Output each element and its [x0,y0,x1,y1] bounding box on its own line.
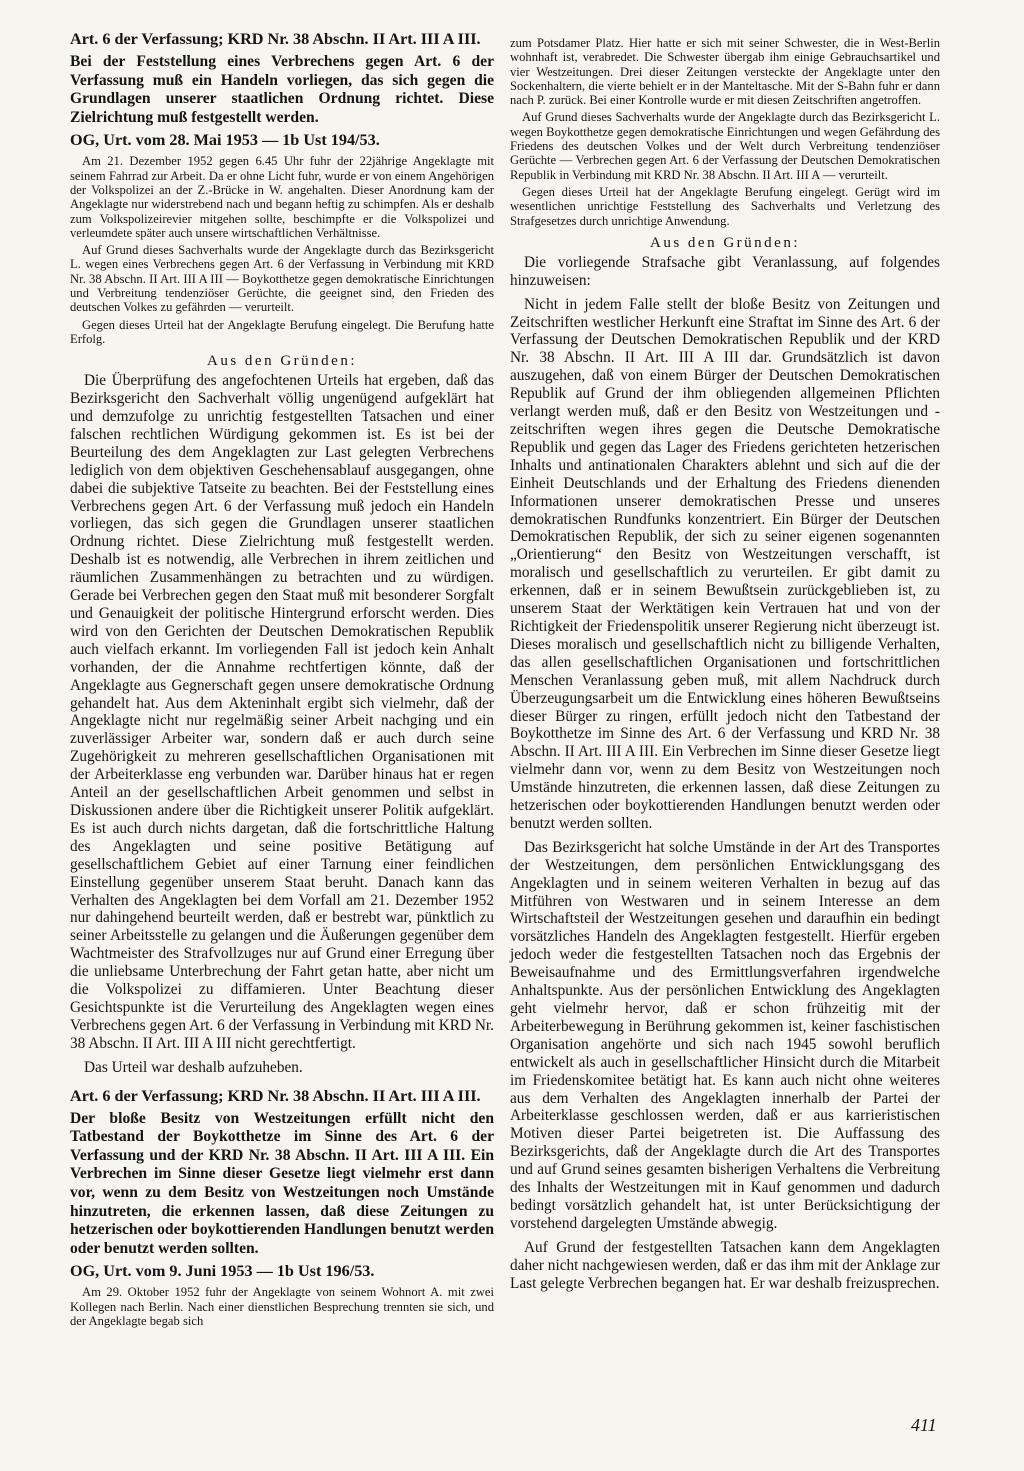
case1-grounds-paragraph: Das Urteil war deshalb aufzuheben. [84,1058,303,1076]
case2-grounds-paragraph: Das Bezirksgericht hat solche Umstände in der Art des Transportes der Westzeitungen, dem persönlichen Entwicklungsgang des Angeklagten und in seinem weiteren Verhalten in bezug auf das Mitführen von Westwaren und in seinem Interesse an dem Wirtschaftsteil der Westzeitungen gesehen und daraufhin ein bedingt vorsätzliches Handeln des Angeklagten festgestellt. Hierfür ergeben jedoch weder die festgestellten Tatsachen noch das Ergebnis der Beweisaufnahme und des Ermittlungsverfahren irgendwelche Anhaltspunkte. Aus der persönlichen Entwicklung des Angeklagten geht vielmehr hervor, daß er schon frühzeitig mit der Arbeiterbewegung in Berührung gekommen ist, keiner faschistischen Organisation angehörte und sich nach 1945 sowohl beruflich entwickelt als auch in gesellschaftlicher Hinsicht durch die Mitarbeit im Friedenskomitee betätigt hat. Es kann auch nicht ohne weiteres aus dem Verhalten des Angeklagten innerhalb der Partei der Arbeiterklasse geschlossen werden, daß er aus karrieristischen Motiven dieser Partei beigetreten ist. Die Auffassung des Bezirksgerichts, daß der Angeklagte durch die Art des Transportes und auf Grund seines gesamten bisherigen Verhaltens die Verbreitung des Inhalts der Westzeitungen mit in Kauf genommen und dadurch bedingt vorsätzlich gehandelt hat, ist unter Berücksichtigung der vorstehend dargelegten Umstände abwegig. [510,838,940,1232]
left-column [70,30,494,1331]
case2-grounds-heading: Aus den Gründen: [650,234,800,251]
case2-header: Art. 6 der Verfassung; KRD Nr. 38 Abschn. II Art. III A III. [70,1086,481,1105]
case1-grounds-paragraph: Die Überprüfung des angefochtenen Urteils hat ergeben, daß das Bezirksgericht den Sachverhalt völlig ungenügend aufgeklärt hat und demzufolge zu unrichtig festgestellten Tatsachen und einer falschen rechtlichen Würdigung gekommen ist. Es ist bei der Beurteilung des dem Angeklagten zur Last gelegten Verbrechens lediglich von dem objektiven Geschehensablauf ausgegangen, ohne dabei die subjektive Tatseite zu beachten. Bei der Feststellung eines Verbrechens gegen Art. 6 der Verfassung muß jedoch ein Handeln vorliegen, das sich gegen die Grundlagen unserer staatlichen Ordnung richtet. Diese Zielrichtung muß festgestellt werden. Deshalb ist es notwendig, alle Verbrechen in ihrem zeitlichen und räumlichen Zusammenhängen zu betrachten und zu würdigen. Gerade bei Verbrechen gegen den Staat muß mit besonderer Sorgfalt und Genauigkeit der politische Hintergrund erforscht werden. Dies wird von den Gerichten der Deutschen Demokratischen Republik auch vielfach erkannt. Im vorliegenden Fall ist jedoch kein Anhalt vorhanden, der die Annahme rechtfertigen könnte, daß der Angeklagte aus Gegnerschaft gegen unsere demokratische Ordnung gehandelt hat. Aus dem Akteninhalt ergibt sich vielmehr, daß der Angeklagte nicht nur regelmäßig seiner Arbeit nachging und ein zuverlässiger Arbeiter war, sondern daß er auch durch seine Zugehörigkeit zu mehreren gesellschaftlichen Organisationen mit der Arbeiterklasse eng verbunden war. Darüber hinaus hat er regen Anteil an der gesellschaftlichen Arbeit genommen und selbst in Diskussionen andere über die Richtigkeit unserer Politik aufgeklärt. Es ist auch durch nichts dargetan, daß die fortschrittliche Haltung des Angeklagten und seine positive Betätigung auf gesellschaftlichem Gebiet auf einer Tarnung einer feindlichen Einstellung gegenüber unserem Staat beruht. Danach kann das Verhalten des Angeklagten bei dem Vorfall am 21. Dezember 1952 nur dahingehend beurteilt werden, daß er bestrebt war, pünktlich zu seiner Arbeitsstelle zu gelangen und die Äußerungen gegenüber dem Wachtmeister des Strafvollzuges nur auf Grund einer Erregung über die unliebsame Unterbrechung der Fahrt getan hatte, aber nicht um die Volkspolizei zu diffamieren. Unter Beachtung dieser Gesichtspunkte ist die Verurteilung des Angeklagten wegen eines Verbrechens gegen Art. 6 der Verfassung in Verbindung mit KRD Nr. 38 Abschn. II Art. III A III nicht gerechtfertigt. [70,372,494,1052]
right-column [510,36,940,1299]
case2-facts-paragraph: zum Potsdamer Platz. Hier hatte er sich mit seiner Schwester, die in West-Berlin wohnhaft ist, verabredet. Die Schwester übergab ihm einige Gebrauchsartikel und vier Westzeitungen. Drei dieser Zeitungen versteckte der Angeklagte unter den Sockenhaltern, die vierte behielt er in der Manteltasche. Mit der S-Bahn fuhr er dann nach P. zurück. Bei einer Kontrolle wurde er mit diesen Zeitschriften angetroffen. [510,36,940,108]
case2-facts-paragraph: Am 29. Oktober 1952 fuhr der Angeklagte von seinem Wohnort A. mit zwei Kollegen nach Berlin. Nach einer dienstlichen Besprechung trennten sie sich, und der Angeklagte begab sich [70,1285,494,1328]
case1-citation: OG, Urt. vom 28. Mai 1953 — 1b Ust 194/53. [70,131,380,150]
case2-grounds-paragraph: Nicht in jedem Falle stellt der bloße Besitz von Zeitungen und Zeitschriften westlicher Herkunft eine Straftat im Sinne des Art. 6 der Verfassung der Deutschen Demokratischen Republik und der KRD Nr. 38 Abschn. II Art. III A III dar. Grundsätzlich ist davon auszugehen, daß von einem Bürger der Deutschen Demokratischen Republik auf Grund der ihm obliegenden allgemeinen Pflichten verlangt werden muß, daß er den Besitz von Westzeitungen und -zeitschriften wegen ihres gegen die Deutsche Demokratische Republik und gegen das Lager des Friedens gerichteten hetzerischen Inhalts und antinationalen Charakters ablehnt und sich auf die der Einheit Deutschlands und der Erhaltung des Friedens dienenden Informationen unserer demokratischen Presse und unseres demokratischen Rundfunks konzentriert. Ein Bürger der Deutschen Demokratischen Republik, der sich zu seiner eigenen sogenannten „Orientierung“ den Besitz von Westzeitungen verschafft, ist moralisch und gesellschaftlich zu verurteilen. Er gibt damit zu erkennen, daß er in seinem Bewußtsein zurückgeblieben ist, zu unserem Staat der Werktätigen kein Vertrauen hat und von der Richtigkeit der Friedenspolitik unserer Regierung nicht überzeugt ist. Dieses moralisch und gesellschaftlich nicht zu billigende Verhalten, das allen gesellschaftlichen Organisationen und fortschrittlichen Menschen Veranlassung geben muß, mit allem Nachdruck durch Überzeugungsarbeit um die Entwicklung eines höheren Bewußtseins dieser Bürger zu ringen, erfüllt jedoch nicht den Tatbestand der Boykotthetze im Sinne des Art. 6 der Verfassung und KRD Nr. 38 Abschn. II Art. III A III. Ein Verbrechen im Sinne dieser Gesetze liegt vielmehr dann vor, wenn zu dem Besitz von Westzeitungen noch Umstände hinzutreten, die erkennen lassen, daß diese Zeitungen zu hetzerischen oder boykottierenden Handlungen benutzt werden oder benutzt werden sollten. [510,295,940,832]
case2-facts-paragraph: Gegen dieses Urteil hat der Angeklagte Berufung eingelegt. Gerügt wird im wesentlichen unrichtige Feststellung des Sachverhalts und Verletzung des Strafgesetzes durch unrichtige Anwendung. [510,184,940,228]
case1-facts-paragraph: Auf Grund dieses Sachverhalts wurde der Angeklagte durch das Bezirksgericht L. wegen eines Verbrechens gegen Art. 6 der Verfassung in Verbindung mit KRD Nr. 38 Abschn. II Art. III A III — Boykotthetze gegen demokratische Einrichtungen und Verbreitung tendenziöser Gerüchte, die geeignet sind, den Frieden des deutschen Volkes zu gefährden — verurteilt. [70,243,494,315]
case1-facts-paragraph: Am 21. Dezember 1952 gegen 6.45 Uhr fuhr der 22jährige Angeklagte mit seinem Fahrrad zur Arbeit. Da er ohne Licht fuhr, wurde er von einem Angehörigen der Volkspolizei an der Z.-Brücke in W. angehalten. Dieser Anordnung kam der Angeklagte nur widerstrebend nach und begann heftig zu schimpfen. Als er deshalb zum Volkspolizeirevier mitgehen sollte, beschimpfte er die Volkspolizei und verleumdete später auch unsere wirtschaftlichen Verhältnisse. [70,154,494,240]
case2-holding: Der bloße Besitz von Westzeitungen erfüllt nicht den Tatbestand der Boykotthetze im Sinne des Art. 6 der Verfassung und der KRD Nr. 38 Abschn. II Art. III A III. Ein Verbrechen im Sinne dieser Gesetze liegt vielmehr erst dann vor, wenn zu dem Besitz von Westzeitungen noch Umstände hinzutreten, die erkennen lassen, daß diese Zeitungen zu hetzerischen oder boykottierenden Handlungen benutzt werden oder benutzt werden sollten. [70,1109,494,1257]
case2-grounds-paragraph: Auf Grund der festgestellten Tatsachen kann dem Angeklagten daher nicht nachgewiesen werden, daß er das ihm mit der Anklage zur Last gelegte Verbrechen begangen hat. Er war deshalb freizusprechen. [510,1238,940,1292]
case2-facts-paragraph: Auf Grund dieses Sachverhalts wurde der Angeklagte durch das Bezirksgericht L. wegen Boykotthetze gegen demokratische Einrichtungen und wegen Gefährdung des Friedens des deutschen Volkes und der Welt durch Verbreitung tendenziöser Gerüchte — Verbrechen gegen Art. 6 der Verfassung der Deutschen Demokratischen Republik in Verbindung mit KRD Nr. 38 Abschn. II Art. III A — verurteilt. [510,110,940,182]
case1-grounds-heading: Aus den Gründen: [207,353,357,370]
case2-grounds-paragraph: Die vorliegende Strafsache gibt Veranlassung, auf folgendes hinzuweisen: [510,253,940,289]
case1-facts-paragraph: Gegen dieses Urteil hat der Angeklagte Berufung eingelegt. Die Berufung hatte Erfolg. [70,317,494,346]
page-number: 411 [911,1415,937,1435]
case1-holding: Bei der Feststellung eines Verbrechens gegen Art. 6 der Verfassung muß ein Handeln vorliegen, das sich gegen die Grundlagen unserer staatlichen Ordnung richtet. Diese Zielrichtung muß festgestellt werden. [70,53,494,126]
case2-citation: OG, Urt. vom 9. Juni 1953 — 1b Ust 196/53. [70,1262,375,1281]
case1-header: Art. 6 der Verfassung; KRD Nr. 38 Abschn. II Art. III A III. [70,30,481,48]
